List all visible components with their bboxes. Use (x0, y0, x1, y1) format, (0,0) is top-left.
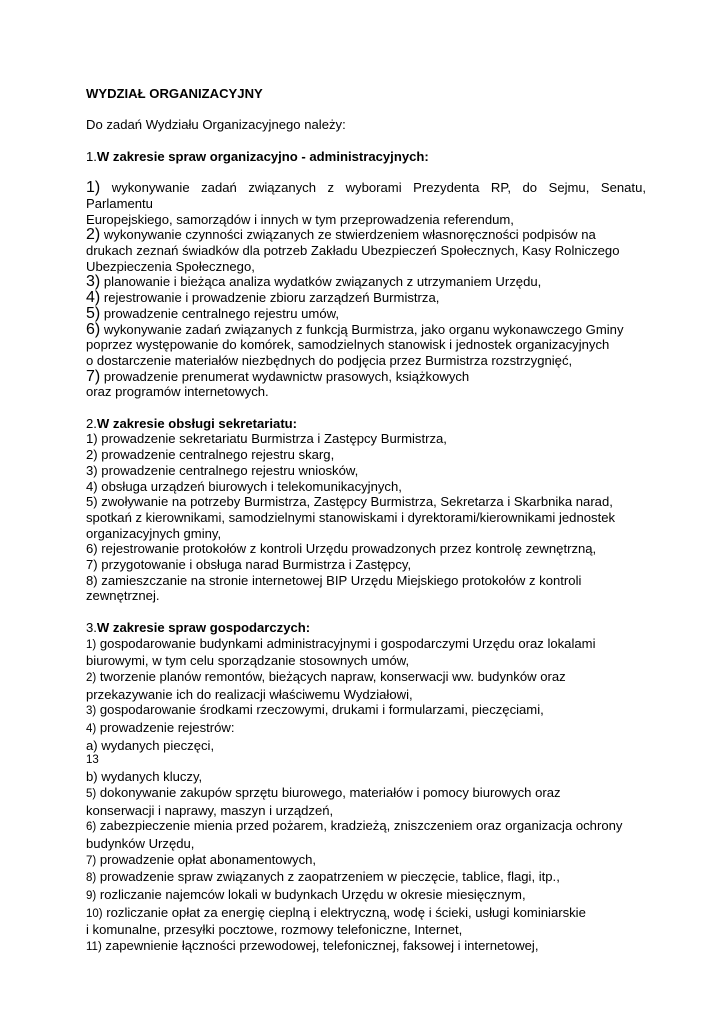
list-item: 6) zabezpieczenie mienia przed pożarem, kradzieżą, zniszczeniem oraz organizacja ochrony (86, 818, 623, 834)
list-item-cont: budynków Urzędu, (86, 835, 195, 851)
list-item: 5) prowadzenie centralnego rejestru umów, (86, 304, 339, 322)
list-item-cont: organizacyjnych gminy, (86, 525, 222, 541)
list-item-cont: przekazywanie ich do realizacji właściwemu Wydziałowi, (86, 686, 413, 702)
list-item: 3) gospodarowanie środkami rzeczowymi, drukami i formularzami, pieczęciami, (86, 702, 544, 718)
list-item: 5) dokonywanie zakupów sprzętu biurowego, materiałów i pomocy biurowych oraz (86, 784, 561, 800)
list-item: 10) rozliczanie opłat za energię cieplną i elektryczną, wodę i ścieki, usługi kominiarskie (86, 904, 586, 920)
list-item-cont: konserwacji i naprawy, maszyn i urządzeń, (86, 802, 334, 818)
list-item: 5) zwoływanie na potrzeby Burmistrza, Zastępcy Burmistrza, Sekretarza i Skarbnika narad, (86, 494, 613, 510)
list-item: 2) prowadzenie centralnego rejestru skarg, (86, 447, 335, 463)
list-item: 7) przygotowanie i obsługa narad Burmistrza i Zastępcy, (86, 557, 412, 573)
list-item-cont: biurowymi, w tym celu sporządzanie stosownych umów, (86, 653, 410, 669)
list-item: 4) obsługa urządzeń biurowych i telekomunikacyjnych, (86, 478, 402, 494)
list-item: 7) prowadzenie prenumerat wydawnictw prasowych, książkowych (86, 367, 470, 385)
list-item: 7) prowadzenie opłat abonamentowych, (86, 851, 317, 867)
list-item-cont: spotkań z kierownikami, samodzielnymi stanowiskami i dyrektorami/kierownikami jednostek (86, 509, 616, 525)
list-item: 6) rejestrowanie protokołów z kontroli Urzędu prowadzonych przez kontrolę zewnętrzną, (86, 541, 597, 557)
list-item: 3) planowanie i bieżąca analiza wydatków związanych z utrzymaniem Urzędu, (86, 273, 542, 291)
section-1-heading: 1.W zakresie spraw organizacyjno - administracyjnych: (86, 148, 429, 164)
list-item: 3) prowadzenie centralnego rejestru wniosków, (86, 462, 359, 478)
list-item-cont: i komunalne, przesyłki pocztowe, rozmowy telefoniczne, Internet, (86, 922, 463, 938)
section-2-heading: 2.W zakresie obsługi sekretariatu: (86, 415, 298, 431)
list-item: 4) prowadzenie rejestrów: (86, 720, 235, 736)
list-item: 2) tworzenie planów remontów, bieżących napraw, konserwacji ww. budynków oraz (86, 668, 566, 684)
section-3-heading: 3.W zakresie spraw gospodarczych: (86, 619, 311, 635)
list-item: 8) prowadzenie spraw związanych z zaopatrzeniem w pieczęcie, tablice, flagi, itp., (86, 869, 560, 885)
list-item: 1) gospodarowanie budynkami administracyjnymi i gospodarczymi Urzędu oraz lokalami (86, 635, 596, 651)
list-item-cont: poprzez występowanie do komórek, samodzielnych stanowisk i jednostek organizacyjnych (86, 337, 610, 353)
list-item: 9) rozliczanie najemców lokali w budynkach Urzędu w okresie miesięcznym, (86, 887, 526, 903)
document-page (86, 86, 646, 956)
list-item-cont: Europejskiego, samorządów i innych w tym przeprowadzenia referendum, (86, 211, 514, 227)
list-item: 1) prowadzenie sekretariatu Burmistrza i Zastępcy Burmistrza, (86, 431, 447, 447)
list-item-cont: oraz programów internetowych. (86, 384, 269, 400)
list-item-cont: o dostarczenie materiałów niezbędnych do podjęcia przez Burmistrza rozstrzygnięć, (86, 352, 573, 368)
list-item-cont: a) wydanych pieczęci, (86, 737, 215, 753)
document-title: WYDZIAŁ ORGANIZACYJNY (86, 86, 263, 101)
list-item: 4) rejestrowanie i prowadzenie zbioru zarządzeń Burmistrza, (86, 289, 440, 307)
list-item: 6) wykonywanie zadań związanych z funkcją Burmistrza, jako organu wykonawczego Gminy (86, 320, 624, 338)
intro-text: Do zadań Wydziału Organizacyjnego należy: (86, 117, 346, 133)
list-item-cont: Parlamentu (86, 195, 153, 211)
list-item: 1) wykonywanie zadań związanych z wyborami Prezydenta RP, do Sejmu, Senatu, (86, 179, 646, 197)
list-item: 8) zamieszczanie na stronie internetowej BIP Urzędu Miejskiego protokołów z kontroli (86, 572, 582, 588)
list-item-cont: Ubezpieczenia Społecznego, (86, 258, 255, 274)
list-item: 11) zapewnienie łączności przewodowej, telefonicznej, faksowej i internetowej, (86, 938, 539, 954)
list-item-cont: drukach zeznań świadków dla potrzeb Zakładu Ubezpieczeń Społecznych, Kasy Rolniczego (86, 242, 620, 258)
page-number: 13 (86, 754, 99, 767)
list-item-cont: b) wydanych kluczy, (86, 769, 203, 785)
list-item: 2) wykonywanie czynności związanych ze stwierdzeniem własnoręczności podpisów na (86, 226, 596, 244)
list-item-cont: zewnętrznej. (86, 588, 160, 604)
